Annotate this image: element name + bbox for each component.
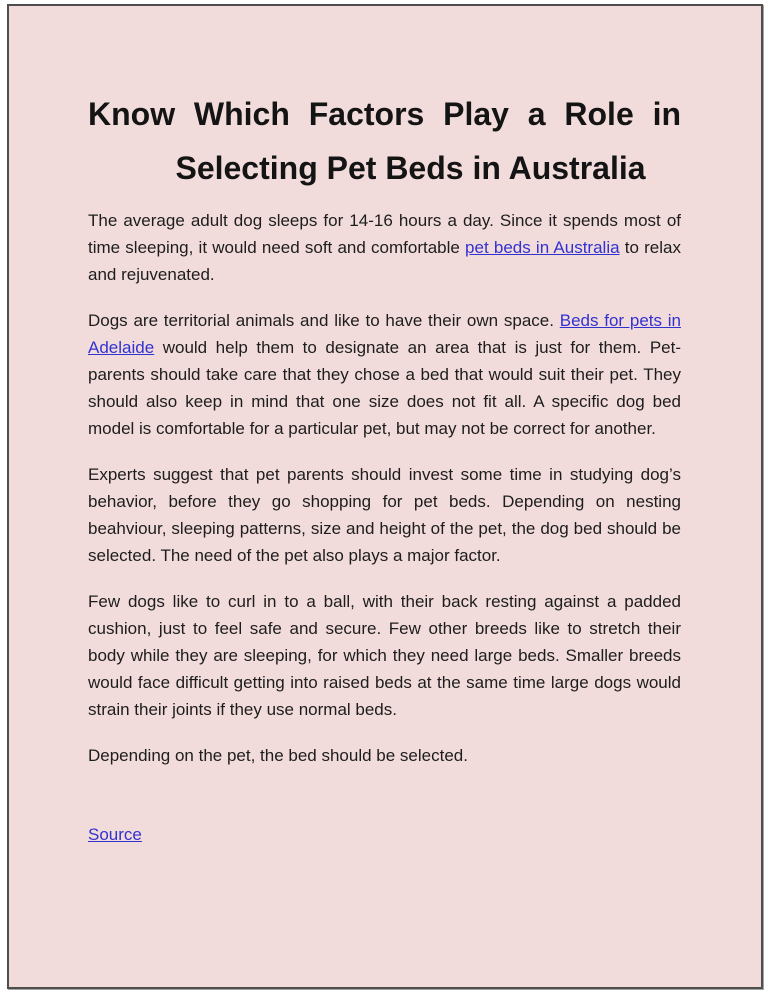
paragraph-text: to relax and rejuvenated.: [88, 238, 681, 284]
paragraph-text: The average adult dog sleeps for 14-16 hours a day. Since it spends most of time sleeping, it would need soft and comfortable: [88, 211, 681, 257]
source-row: [88, 821, 681, 848]
paragraph: [88, 742, 681, 769]
title-line-1: Know Which Factors Play a Role in: [88, 96, 681, 132]
document-content: [9, 87, 761, 848]
source-link[interactable]: Source: [88, 825, 142, 844]
page-title: [88, 87, 681, 195]
document-page: [7, 4, 763, 989]
paragraph: [88, 307, 681, 442]
paragraph-text: would help them to designate an area that is just for them. Pet-parents should take care that they chose a bed that would suit their pet. They should also keep in mind that one size does not fit all. A specific dog bed model is comfortable for a particular pet, but may not be correct for another.: [88, 338, 681, 438]
paragraph-text: Depending on the pet, the bed should be selected.: [88, 746, 468, 765]
paragraph: [88, 588, 681, 723]
paragraph: [88, 461, 681, 569]
paragraph-text: Few dogs like to curl in to a ball, with their back resting against a padded cushion, just to feel safe and secure. Few other breeds like to stretch their body while they are sleeping, for which they need large beds. Smaller breeds would face difficult getting into raised beds at the same time large dogs would strain their joints if they use normal beds.: [88, 592, 681, 719]
paragraph-text: Experts suggest that pet parents should invest some time in studying dog’s behavior, before they go shopping for pet beds. Depending on nesting beahviour, sleeping patterns, size and height of the pet, the dog bed should be selected. The need of the pet also plays a major factor.: [88, 465, 681, 565]
article-body: [88, 207, 681, 769]
paragraph-text: Dogs are territorial animals and like to have their own space.: [88, 311, 560, 330]
inline-link[interactable]: Beds for pets in Adelaide: [88, 311, 682, 357]
title-line-2: Selecting Pet Beds in Australia: [175, 150, 646, 186]
inline-link[interactable]: pet beds in Australia: [465, 238, 620, 257]
paragraph: [88, 207, 681, 288]
